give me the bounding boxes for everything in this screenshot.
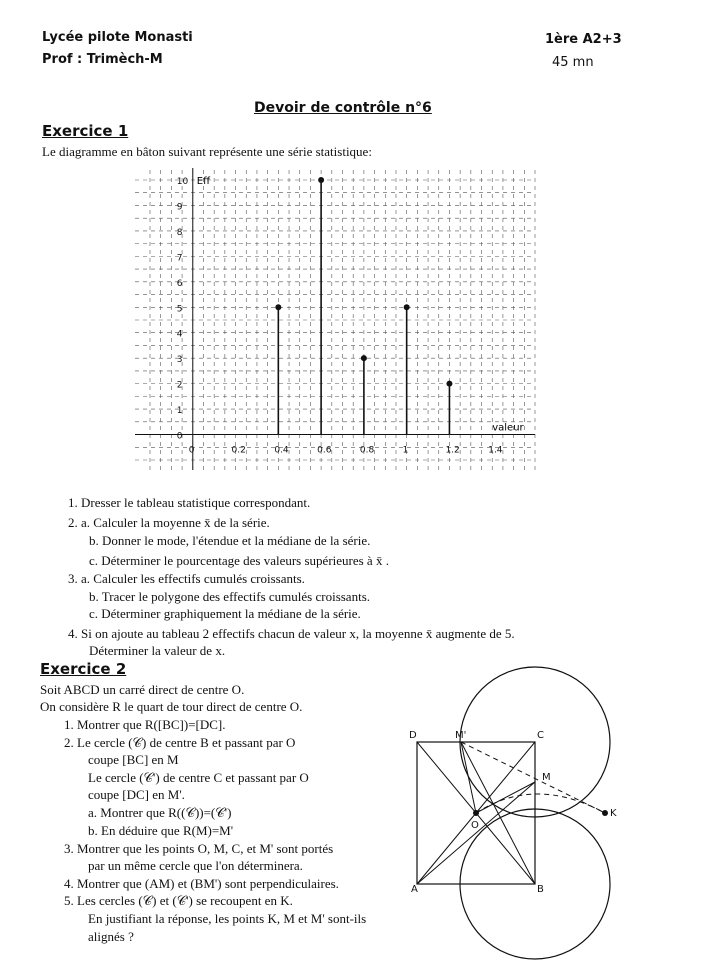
ex1-question-3a: 3. a. Calculer les effectifs cumulés croissants. <box>68 571 305 586</box>
chart-grid <box>135 170 535 470</box>
bar-chart <box>115 160 555 480</box>
chart-bars <box>275 177 452 435</box>
y-tick-label: 0 <box>176 431 183 442</box>
point-k <box>602 810 608 816</box>
ex2-question-2a: a. Montrer que R((𝒞))=(𝒞') <box>88 805 232 820</box>
ex2-question-4: 4. Montrer que (AM) et (BM') sont perpendiculaires. <box>64 876 339 891</box>
x-tick-label: 0.4 <box>274 445 289 456</box>
x-tick-label: 1.4 <box>488 445 503 456</box>
ex2-question-2-line2: coupe [BC] en M <box>88 752 179 767</box>
ex2-question-5: 5. Les cercles (𝒞) et (𝒞') se recoupent en K. <box>64 893 293 908</box>
y-tick-label: 8 <box>176 227 183 238</box>
x-tick-label: 1 <box>402 445 409 456</box>
figure-point-label: M <box>542 772 551 783</box>
figure-point-label: A <box>411 884 418 895</box>
y-tick-label: 7 <box>176 253 183 264</box>
ex2-question-2b: b. En déduire que R(M)=M' <box>88 823 234 838</box>
ex2-question-5-line2: En justifiant la réponse, les points K, M et M' sont-ils <box>88 911 367 926</box>
ex1-question-2c: c. Déterminer le pourcentage des valeurs supérieures à x̄ . <box>89 553 389 568</box>
ex2-question-1: 1. Montrer que R([BC])=[DC]. <box>64 717 226 732</box>
duration-label: 45 mn <box>552 55 594 70</box>
exercise-2-heading: Exercice 2 <box>40 660 127 678</box>
ex2-question-5-line3: alignés ? <box>88 929 134 944</box>
segment-am <box>417 782 535 884</box>
class-label: 1ère A2+3 <box>545 32 622 47</box>
y-tick-label: 2 <box>176 380 183 391</box>
y-axis-label: Eff <box>196 176 210 187</box>
ex2-question-2: 2. Le cercle (𝒞) de centre B et passant par O <box>64 735 296 750</box>
y-tick-label: 5 <box>176 304 183 315</box>
figure-point-label: O <box>471 820 479 831</box>
chart-ticks <box>177 177 503 456</box>
point-o <box>473 810 479 816</box>
ex1-question-1: 1. Dresser le tableau statistique correspondant. <box>68 495 311 510</box>
ex2-question-2-line3: Le cercle (𝒞') de centre C et passant par O <box>88 770 309 785</box>
ex1-question-3b: b. Tracer le polygone des effectifs cumulés croissants. <box>89 589 370 604</box>
ex1-question-3c: c. Déterminer graphiquement la médiane de la série. <box>89 606 361 621</box>
exercise-1-intro: Le diagramme en bâton suivant représente une série statistique: <box>42 144 372 159</box>
y-tick-label: 3 <box>176 355 183 366</box>
bar-point <box>361 355 367 361</box>
y-tick-label: 9 <box>176 202 183 213</box>
figure-point-label: D <box>409 730 417 741</box>
chart-axes <box>135 168 535 470</box>
school-name: Lycée pilote Monasti <box>42 30 193 45</box>
ex1-question-4b: Déterminer la valeur de x. <box>89 643 226 658</box>
x-tick-label: 0.2 <box>231 445 246 456</box>
ex2-question-3-line2: par un même cercle que l'on déterminera. <box>88 858 303 873</box>
bar-point <box>318 177 324 183</box>
dashed-m-prime-k <box>461 742 605 813</box>
segment-bm-prime <box>461 742 535 884</box>
y-tick-label: 6 <box>176 278 183 289</box>
x-axis-label: valeur <box>492 422 524 434</box>
ex1-question-2a: 2. a. Calculer la moyenne x̄ de la série. <box>68 515 270 530</box>
figure-point-label: B <box>537 884 544 895</box>
ex2-intro-1: Soit ABCD un carré direct de centre O. <box>40 682 245 697</box>
ex2-question-2-line4: coupe [DC] en M'. <box>88 787 185 802</box>
x-tick-label: 0 <box>188 445 195 456</box>
segment-m-prime-o <box>461 742 476 813</box>
y-tick-label: 1 <box>176 406 183 417</box>
x-tick-label: 0.8 <box>359 445 375 456</box>
figure-point-label: M' <box>455 730 467 741</box>
y-tick-label: 4 <box>176 329 183 340</box>
geometry-figure <box>405 650 635 968</box>
x-tick-label: 1.2 <box>445 445 460 456</box>
page-title: Devoir de contrôle n°6 <box>254 100 432 116</box>
teacher-name: Prof : Trimèch-M <box>42 52 163 67</box>
ex1-question-4: 4. Si on ajoute au tableau 2 effectifs chacun de valeur x, la moyenne x̄ augmente de 5. <box>68 626 515 641</box>
bar-point <box>446 381 452 387</box>
bar-point <box>404 304 410 310</box>
figure-point-label: C <box>537 730 544 741</box>
x-tick-label: 0.6 <box>317 445 332 456</box>
figure-point-label: K <box>610 808 617 819</box>
bar-point <box>275 304 281 310</box>
exercise-1-heading: Exercice 1 <box>42 122 129 140</box>
ex1-question-2b: b. Donner le mode, l'étendue et la médiane de la série. <box>89 533 371 548</box>
ex2-intro-2: On considère R le quart de tour direct de centre O. <box>40 699 303 714</box>
y-tick-label: 10 <box>176 177 189 187</box>
ex2-question-3: 3. Montrer que les points O, M, C, et M' sont portés <box>64 841 334 856</box>
